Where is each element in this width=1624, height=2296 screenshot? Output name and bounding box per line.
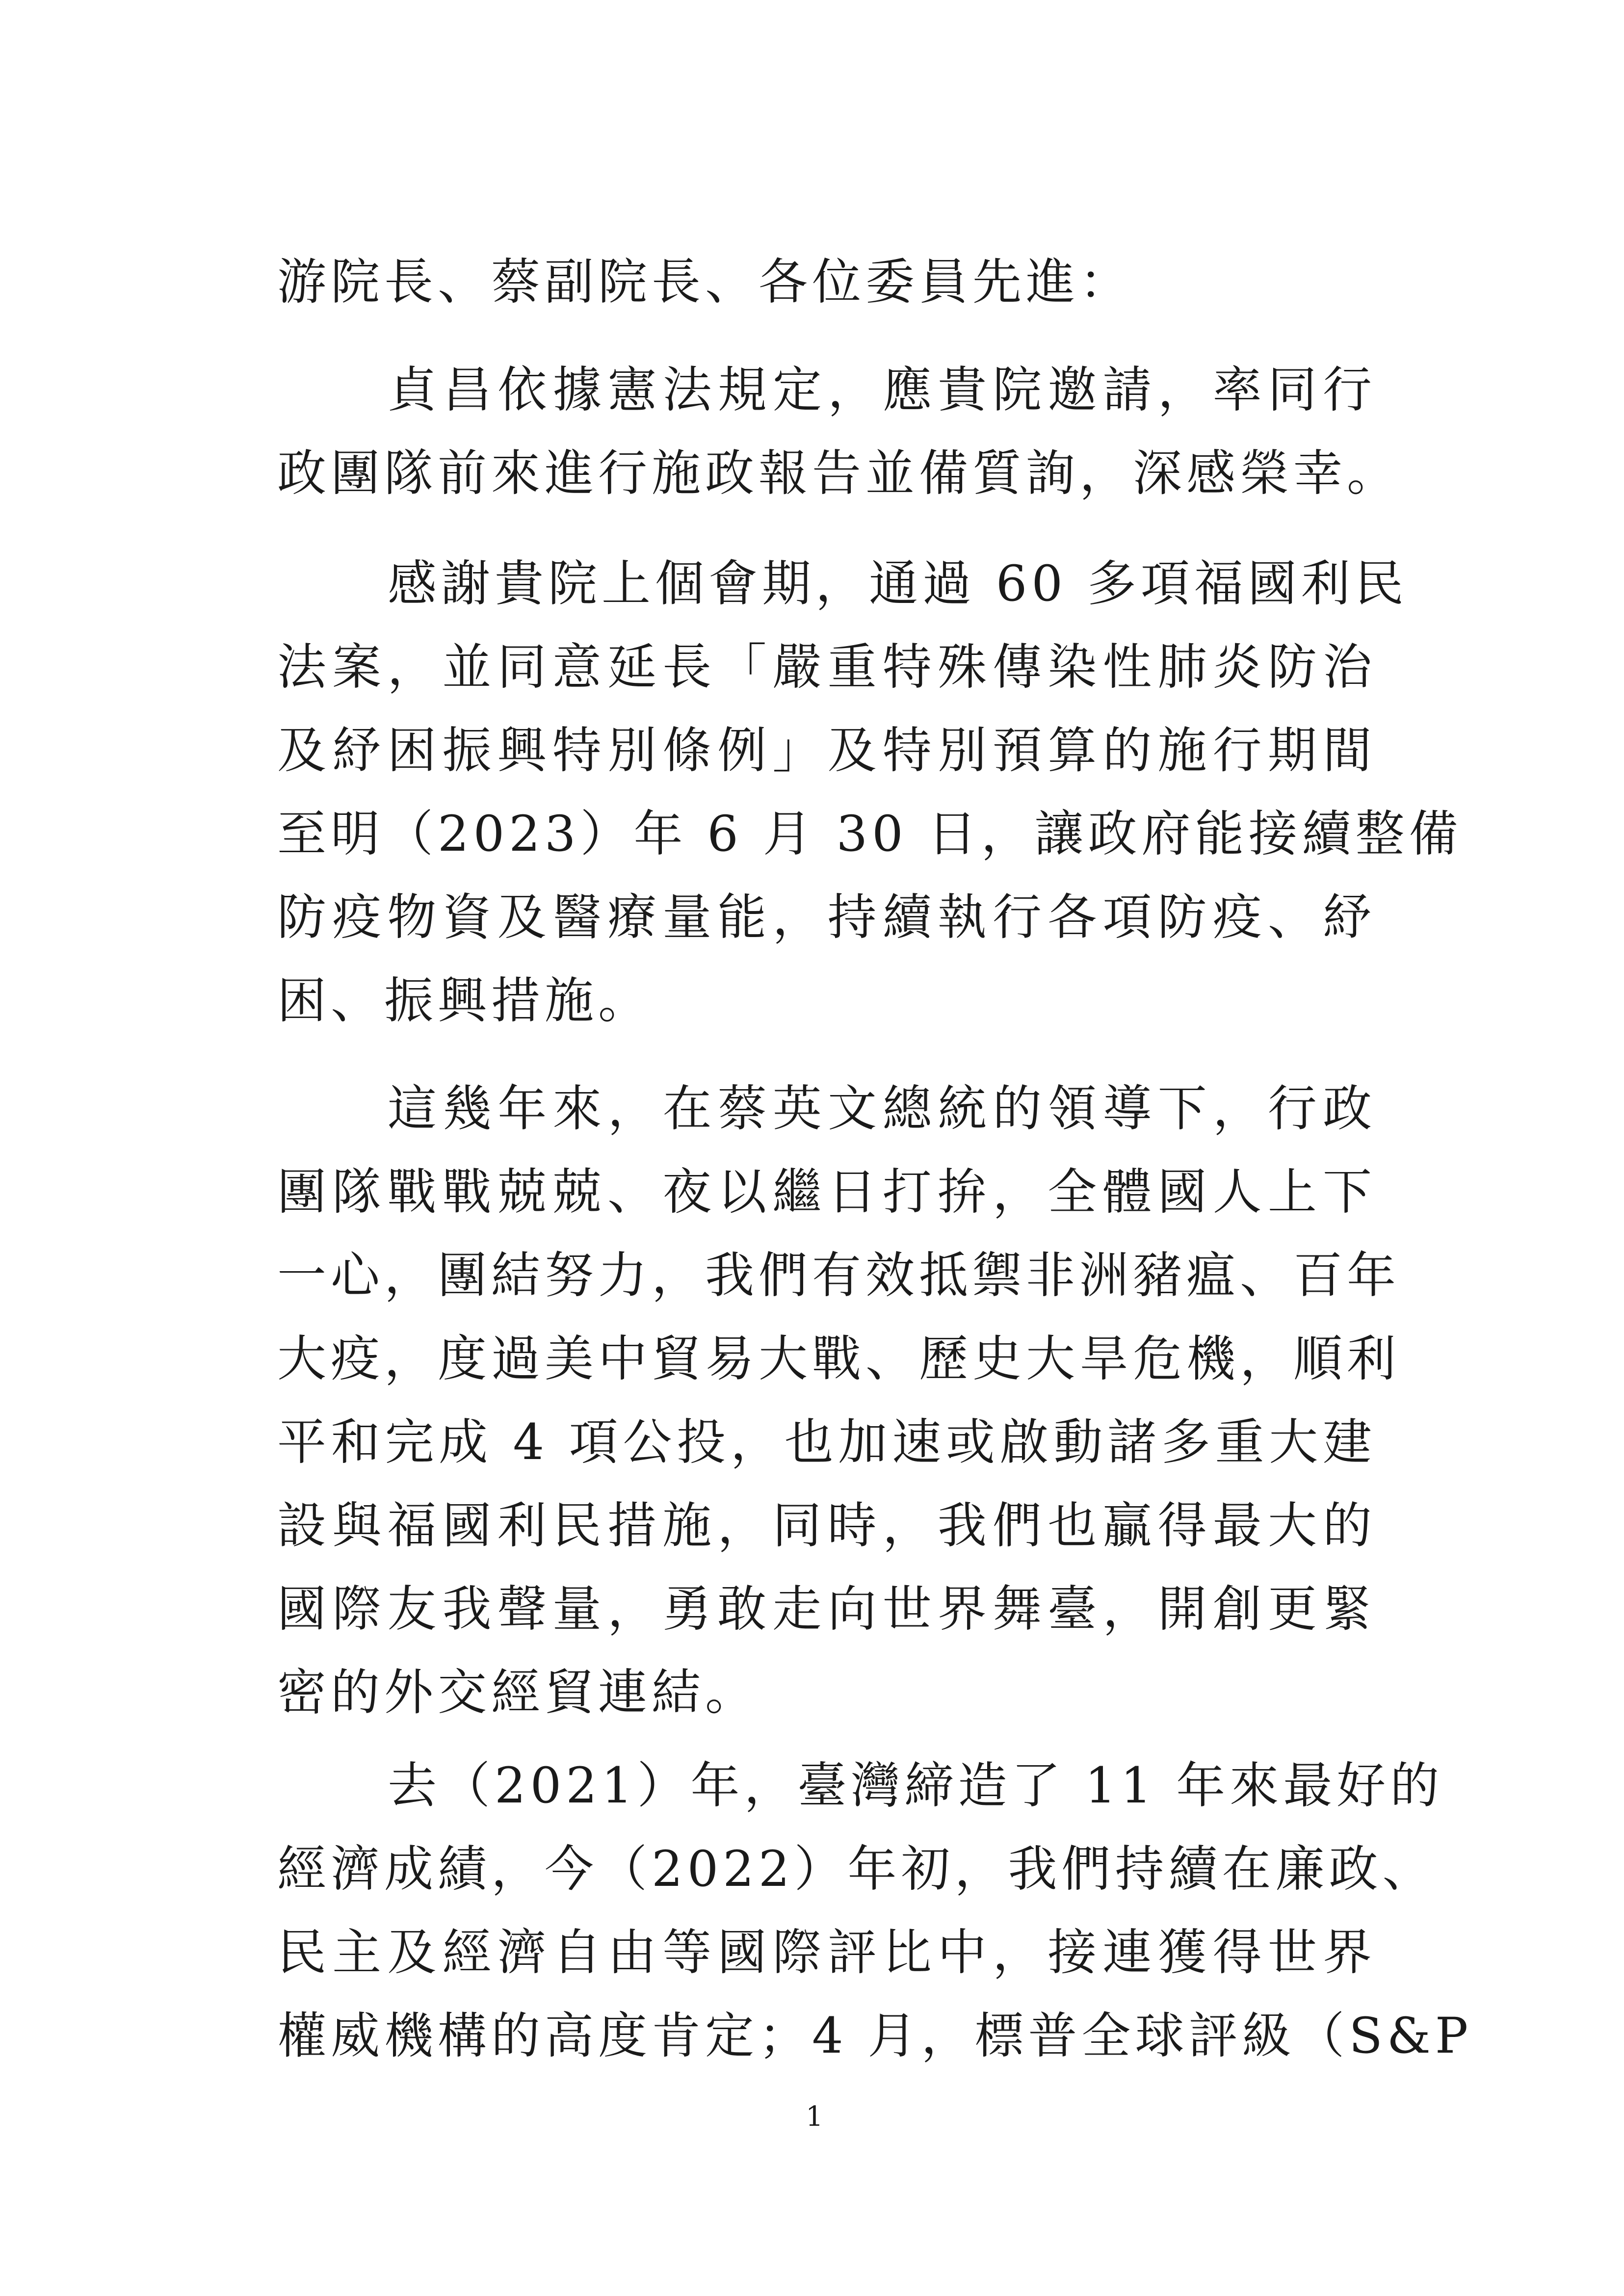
paragraph-2-line-5: 防疫物資及醫療量能，持續執行各項防疫、紓: [277, 888, 1376, 946]
paragraph-4-line-3: 民主及經濟自由等國際評比中，接連獲得世界: [277, 1924, 1376, 1981]
paragraph-3-line-4: 大疫，度過美中貿易大戰、歷史大旱危機，順利: [277, 1330, 1400, 1387]
paragraph-3-line-7: 國際友我聲量，勇敢走向世界舞臺，開創更緊: [277, 1580, 1376, 1638]
page-number: 1: [806, 2101, 823, 2133]
salutation-line: 游院長、蔡副院長、各位委員先進：: [277, 253, 1133, 311]
paragraph-1-line-2: 政團隊前來進行施政報告並備質詢，深感榮幸。: [277, 444, 1400, 502]
paragraph-3-line-2: 團隊戰戰兢兢、夜以繼日打拚，全體國人上下: [277, 1163, 1376, 1221]
paragraph-4-line-4: 權威機構的高度肯定；4 月，標普全球評級（S&P: [277, 2007, 1473, 2064]
paragraph-2-line-4: 至明（2023）年 6 月 30 日，讓政府能接續整備: [277, 805, 1463, 862]
paragraph-3-line-3: 一心，團結努力，我們有效抵禦非洲豬瘟、百年: [277, 1247, 1400, 1304]
paragraph-4-line-2: 經濟成績，今（2022）年初，我們持續在廉政、: [277, 1840, 1436, 1898]
paragraph-2-line-2: 法案，並同意延長「嚴重特殊傳染性肺炎防治: [277, 638, 1376, 696]
paragraph-3-line-1: 這幾年來，在蔡英文總統的領導下，行政: [388, 1080, 1376, 1137]
paragraph-3-line-6: 設與福國利民措施，同時，我們也贏得最大的: [277, 1497, 1376, 1554]
paragraph-3-line-5: 平和完成 4 項公投，也加速或啟動諸多重大建: [277, 1413, 1376, 1471]
paragraph-4-line-1: 去（2021）年，臺灣締造了 11 年來最好的: [388, 1757, 1444, 1814]
paragraph-3-line-8: 密的外交經貿連結。: [277, 1664, 759, 1721]
paragraph-1-line-1: 貞昌依據憲法規定，應貴院邀請，率同行: [388, 361, 1376, 418]
paragraph-2-line-3: 及紓困振興特別條例」及特別預算的施行期間: [277, 722, 1376, 779]
paragraph-2-line-1: 感謝貴院上個會期，通過 60 多項福國利民: [388, 555, 1408, 612]
paragraph-2-line-6: 困、振興措施。: [277, 972, 652, 1029]
